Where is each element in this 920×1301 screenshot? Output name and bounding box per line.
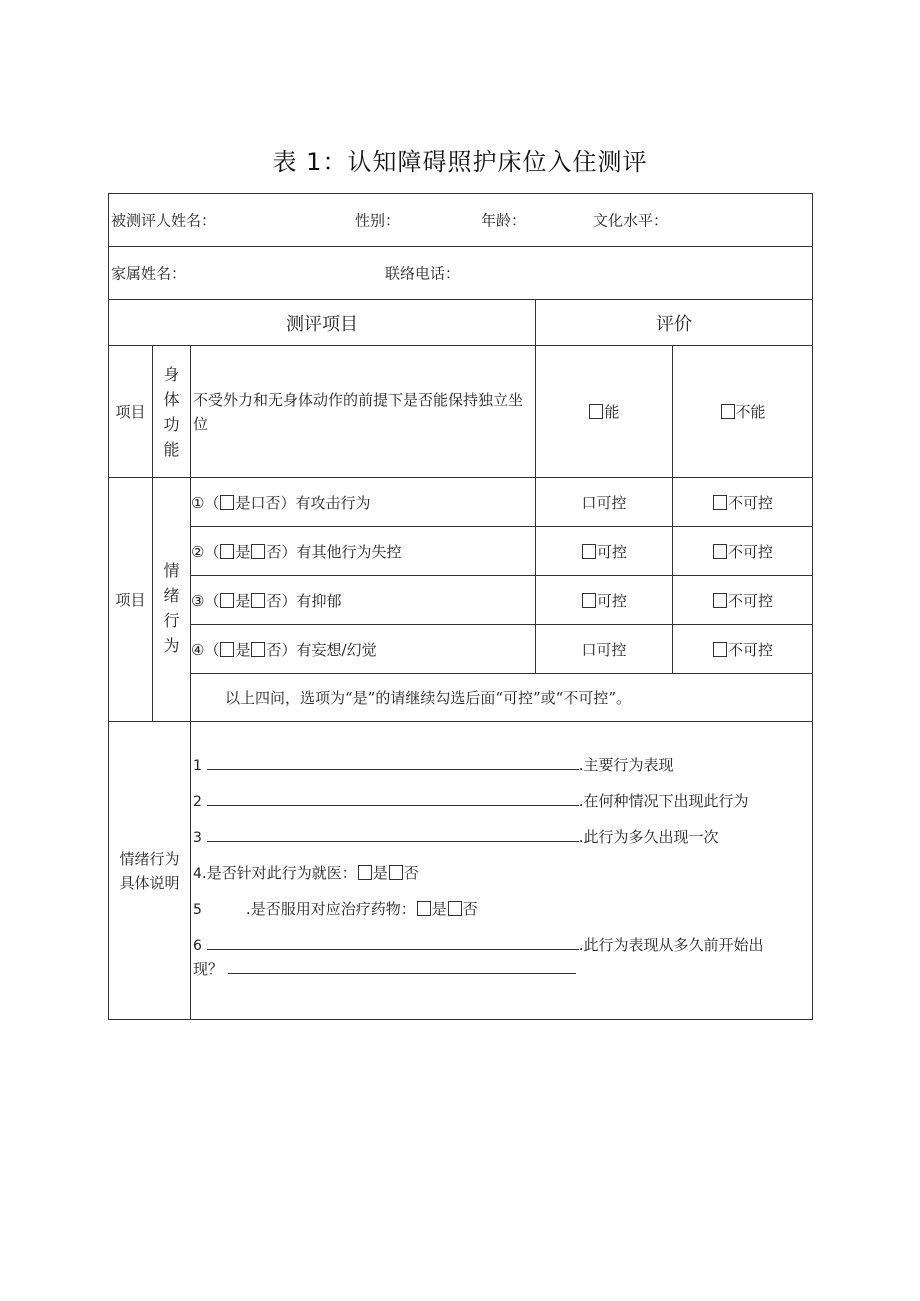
page-title: 表 1：认知障碍照护床位入住测评 bbox=[272, 148, 648, 176]
option-uncontrollable[interactable]: 不可控 bbox=[673, 576, 813, 625]
desc-line-4: 4.是否针对此行为就医： 是 否 bbox=[193, 864, 419, 882]
checkbox-icon[interactable] bbox=[220, 495, 234, 510]
section2-category: 情 绪 行 为 bbox=[153, 478, 191, 722]
option-uncontrollable[interactable]: 不可控 bbox=[673, 527, 813, 576]
option-can[interactable]: 能 bbox=[536, 346, 673, 478]
desc-line-3: 3 .此行为多久出现一次 bbox=[193, 828, 719, 846]
assessment-form bbox=[108, 193, 813, 1020]
checkbox-icon[interactable] bbox=[582, 593, 596, 608]
checkbox-icon[interactable] bbox=[251, 593, 265, 608]
checkbox-icon[interactable] bbox=[358, 865, 372, 880]
answer-blank[interactable] bbox=[207, 769, 579, 770]
desc-line-6-cont: 现？ bbox=[193, 958, 808, 979]
desc-line-2: 2 .在何种情况下出现此行为 bbox=[193, 792, 749, 810]
checkbox-icon[interactable] bbox=[713, 495, 727, 510]
answer-blank[interactable] bbox=[207, 805, 579, 806]
checkbox-icon[interactable] bbox=[220, 642, 234, 657]
section1-label: 项目 bbox=[109, 346, 153, 478]
education-label: 文化水平： bbox=[593, 211, 669, 230]
behavior-row-1: ①（ 是口否）有攻击行为 bbox=[191, 478, 536, 527]
age-label: 年龄： bbox=[481, 211, 527, 230]
behavior-row-3: ③（ 是 否）有抑郁 bbox=[191, 576, 536, 625]
option-controllable[interactable]: 可控 bbox=[536, 527, 673, 576]
option-uncontrollable[interactable]: 不可控 bbox=[673, 478, 813, 527]
section3-content bbox=[191, 722, 813, 1020]
checkbox-icon[interactable] bbox=[713, 593, 727, 608]
checkbox-icon[interactable] bbox=[220, 593, 234, 608]
checkbox-icon[interactable] bbox=[721, 404, 735, 419]
section2-label: 项目 bbox=[109, 478, 153, 722]
patient-info-row bbox=[109, 194, 813, 247]
header-items: 测评项目 bbox=[109, 300, 536, 346]
phone-label: 联络电话： bbox=[385, 264, 461, 283]
section1-category: 身 体 功 能 bbox=[153, 346, 191, 478]
section2-note: 以上四问，选项为“是”的请继续勾选后面“可控”或“不可控”。 bbox=[191, 674, 813, 722]
desc-line-6: 6 .此行为表现从多久前开始出 bbox=[193, 936, 764, 954]
family-info-row bbox=[109, 247, 813, 300]
option-cannot[interactable]: 不能 bbox=[673, 346, 813, 478]
behavior-row-4: ④（ 是 否）有妄想/幻觉 bbox=[191, 625, 536, 674]
checkbox-icon[interactable] bbox=[448, 901, 462, 916]
desc-line-1: 1 .主要行为表现 bbox=[193, 756, 674, 774]
checkbox-icon[interactable] bbox=[589, 404, 603, 419]
patient-name-label: 被测评人姓名： bbox=[111, 211, 217, 230]
desc-line-5: 5 .是否服用对应治疗药物： 是 否 bbox=[193, 900, 478, 918]
answer-blank[interactable] bbox=[207, 949, 579, 950]
answer-blank[interactable] bbox=[207, 841, 579, 842]
checkbox-icon[interactable] bbox=[417, 901, 431, 916]
option-uncontrollable[interactable]: 不可控 bbox=[673, 625, 813, 674]
checkbox-icon[interactable] bbox=[251, 642, 265, 657]
option-controllable[interactable]: 口可控 bbox=[536, 478, 673, 527]
header-evaluation: 评价 bbox=[536, 300, 813, 346]
checkbox-icon[interactable] bbox=[251, 544, 265, 559]
section1-question: 不受外力和无身体动作的前提下是否能保持独立坐位 bbox=[191, 346, 536, 478]
option-controllable[interactable]: 可控 bbox=[536, 576, 673, 625]
family-name-label: 家属姓名： bbox=[111, 264, 187, 283]
checkbox-icon[interactable] bbox=[389, 865, 403, 880]
option-controllable[interactable]: 口可控 bbox=[536, 625, 673, 674]
checkbox-icon[interactable] bbox=[713, 642, 727, 657]
answer-blank[interactable] bbox=[228, 973, 576, 974]
checkbox-icon[interactable] bbox=[220, 544, 234, 559]
behavior-row-2: ②（ 是 否）有其他行为失控 bbox=[191, 527, 536, 576]
checkbox-icon[interactable] bbox=[713, 544, 727, 559]
section3-label: 情绪行为 具体说明 bbox=[109, 722, 191, 1020]
checkbox-icon[interactable] bbox=[582, 544, 596, 559]
gender-label: 性别： bbox=[355, 211, 401, 230]
